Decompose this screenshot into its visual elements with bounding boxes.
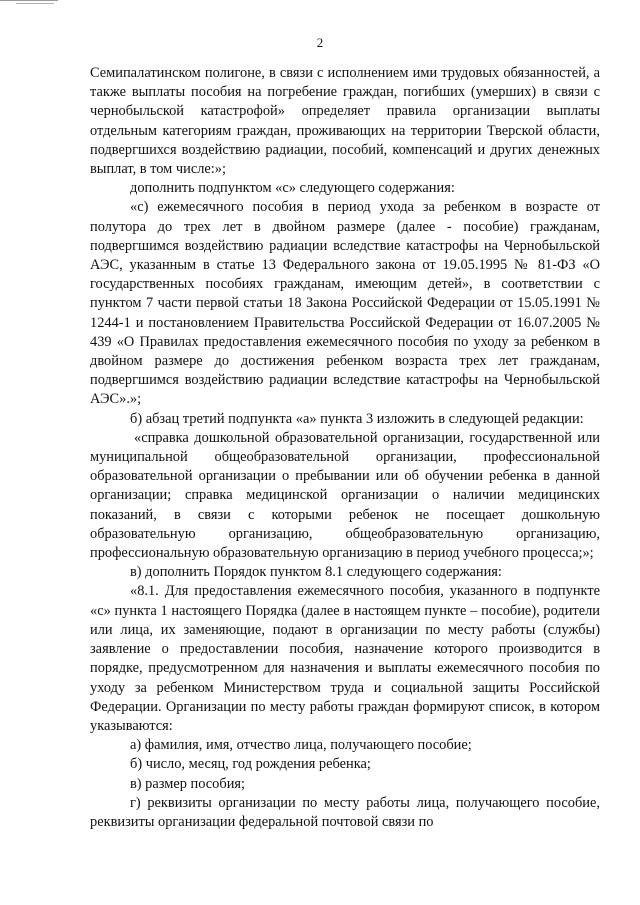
paragraph-item-b: б) абзац третий подпункта «а» пункта 3 изложить в следующей редакции:	[130, 410, 584, 427]
document-body	[90, 64, 600, 832]
paragraph-item-v: в) дополнить Порядок пунктом 8.1 следующего содержания:	[130, 564, 502, 581]
paragraph-intro-continuation: Семипалатинском полигоне, в связи с исполнением ими трудовых обязанностей, а также выплаты пособия на погребение граждан, погибших (умерших) в связи с чернобыльской катастрофой» определяет правила организации выплаты отдельным категориям граждан, проживающих на территории Тверской области, подвергшихся воздействию радиации, пособий, компенсаций и других денежных выплат, в том числе:»;	[90, 65, 600, 178]
paragraph-add-subpoint-c: дополнить подпунктом «с» следующего содержания:	[130, 180, 455, 197]
list-item-g: г) реквизиты организации по месту работы лица, получающего пособие, реквизиты организации федеральной почтовой связи по	[90, 794, 600, 830]
paragraph-point-8-1: «8.1. Для предоставления ежемесячного пособия, указанного в подпункте «с» пункта 1 настоящего Порядка (далее в настоящем пункте – пособие), родители или лица, их заменяющие, подают в организации по месту работы (службы) заявление о предоставлении пособия, назначение которого производится в порядке, предусмотренном для назначения и выплаты ежемесячного пособия по уходу за ребенком Министерством труда и социальной защиты Российской Федерации. Организации по месту работы граждан формируют список, в котором указываются:	[90, 583, 600, 734]
list-item-v: в) размер пособия;	[130, 775, 246, 792]
list-item-a: а) фамилия, имя, отчество лица, получающего пособие;	[130, 737, 472, 754]
scan-artifact-mark	[0, 0, 58, 6]
paragraph-subpoint-c-text: «с) ежемесячного пособия в период ухода за ребенком в возрасте от полутора до трех лет в двойном размере (далее - пособие) гражданам, подвергшимся воздействию радиации вследствие катастрофы на Чернобыльской АЭС, указанным в статье 13 Федерального закона от 19.05.1995 № 81-ФЗ «О государственных пособиях гражданам, имеющим детей», в соответствии с пунктом 7 части первой статьи 18 Закона Российской Федерации от 15.05.1991 № 1244-1 и постановлением Правительства Российской Федерации от 16.07.2005 № 439 «О Правилах предоставления ежемесячного пособия по уходу за ребенком в двойном размере до достижения ребенком возраста трех лет гражданам, подвергшимся воздействию радиации вследствие катастрофы на Чернобыльской АЭС».»;	[90, 199, 600, 408]
paragraph-certificate-text: «справка дошкольной образовательной организации, государственной или муниципальной общеобразовательной организации, профессиональной образовательной организации о пребывании или об обучении ребенка в данной организации; справка медицинской организации о наличии медицинских показаний, в связи с которыми ребенок не посещает дошкольную образовательную организацию, общеобразовательную организацию, профессиональную образовательную организацию в период учебного процесса;»;	[90, 429, 600, 562]
page-number: 2	[316, 35, 324, 50]
list-item-b: б) число, месяц, год рождения ребенка;	[130, 756, 371, 773]
